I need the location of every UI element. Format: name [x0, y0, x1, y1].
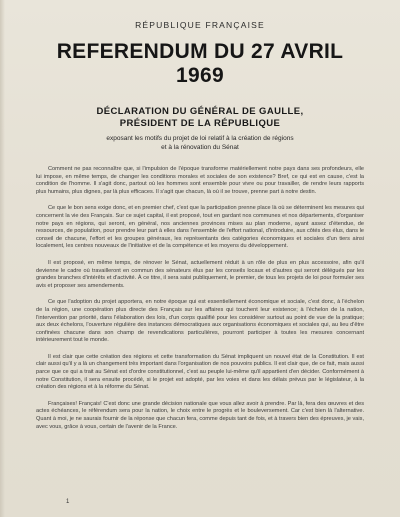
- republic-header: RÉPUBLIQUE FRANÇAISE: [135, 20, 265, 30]
- declaration-line-1: DÉCLARATION DU GÉNÉRAL DE GAULLE,: [96, 106, 304, 117]
- body-text: [36, 166, 364, 431]
- page-title: REFERENDUM DU 27 AVRIL 1969: [56, 40, 344, 87]
- declaration-line-2: PRÉSIDENT DE LA RÉPUBLIQUE: [119, 118, 281, 129]
- scan-edge-shadow: [0, 0, 5, 517]
- paragraph: Ce que le bon sens exige donc, et en premier chef, c'est que la participation prenne place là où se déterminent les mesures qui concernent la vie des Français. Sur ce sujet capital, il est proposé, tout en gardant nos communes et nos départements, d'organiser notre pays en régions, qui seront, en général, nos anciennes provinces mises au plan moderne, ayant assez d'étendue, de ressources, de population, pour prendre leur part à elles dans l'ensemble de l'effort national, d'introduire, aux côtés des élus, dans le conseil de chacune, l'effort et les groupes généraux, les représentants des catégories économiques et sociales d'un tiers ainsi localement, les centres nouveaux de l'initiative et de la compétence et les moyens du développement.: [36, 205, 364, 250]
- paragraph: Françaises! Français! C'est donc une grande décision nationale que vous allez avoir à prendre. Par là, fera des œuvres et des actes échéances, le référendum sera pour la nation, le choix entre le progrès et le bouleversement. Car c'est bien là l'alternative. Quant à moi, je ne saurais fournir de la réponse que chacun fera, comme depuis tant de fois, et à travers bien des épreuves, je vais, avec vous, grâce à vous, certain de l'avenir de la France.: [36, 400, 364, 430]
- subtitle-line-2: et à la rénovation du Sénat: [161, 144, 239, 151]
- paragraph: Comment ne pas reconnaître que, si l'impulsion de l'époque transforme matériellement notre pays dans ses profondeurs, elle lui impose, en même temps, de changer les conditions morales et sociales de son existence? Bref, ce qui est en cause, c'est la condition de l'homme. Il s'agit donc, partout où les hommes sont ensemble pour vivre ou pour travailler, de rendre leurs rapports plus humains, plus dignes, par là plus efficaces. Il s'agit que chacun, là où il se trouve, prenne part à notre destin.: [36, 166, 364, 195]
- document-subtitle: [36, 134, 364, 152]
- paragraph: Il est proposé, en même temps, de rénover le Sénat, actuellement réduit à un rôle de plus en plus accessoire, afin qu'il devienne le cadre où travailleront en commun des sénateurs élus par les conseils locaux et d'autres qui seront délégués par les grandes branches d'intérêts et d'activité. À ce titre, il sera saisi publiquement, le premier, de tous les projets de loi pour formuler ses avis et proposer ses amendements.: [36, 259, 364, 289]
- paragraph: Il est clair que cette création des régions et cette transformation du Sénat impliquent un nouvel état de la Constitution. Il est clair aussi qu'il y a là un changement très important dans l'organisation de nos pouvoirs publics. Il est clair que, de ce fait, mais aussi parce que ce qui a trait au Sénat est d'ordre constitutionnel, c'est au peuple lui-même qu'il appartient d'en décider. Conformément à notre Constitution, il sera ensuite procédé, si le projet est adopté, par les voies et dans les délais prévus par le législateur, à la création des régions et à la réforme du Sénat.: [36, 353, 364, 391]
- declaration-heading: [36, 106, 364, 130]
- subtitle-line-1: exposant les motifs du projet de loi relatif à la création de régions: [106, 135, 294, 142]
- paragraph: Ce que l'adoption du projet apportera, en notre époque qui est essentiellement économique et sociale, c'est donc, à l'échelon de la région, une coopération plus directe des Français sur les affaires qui touchent leur existence; à l'échelon de la nation, l'intervention par priorité, dans l'élaboration des lois, d'un corps qualifié pour les considérer surtout au point de vue de la pratique; aux deux échelons, l'ouverture régulière des instances démocratiques aux organisations économiques et sociales qui, au lieu d'être confinées chacune dans son champ de revendications particulières, pourront participer à toutes les mesures concernant intérieurement tout le monde.: [36, 299, 364, 344]
- page-number: 1: [66, 499, 70, 505]
